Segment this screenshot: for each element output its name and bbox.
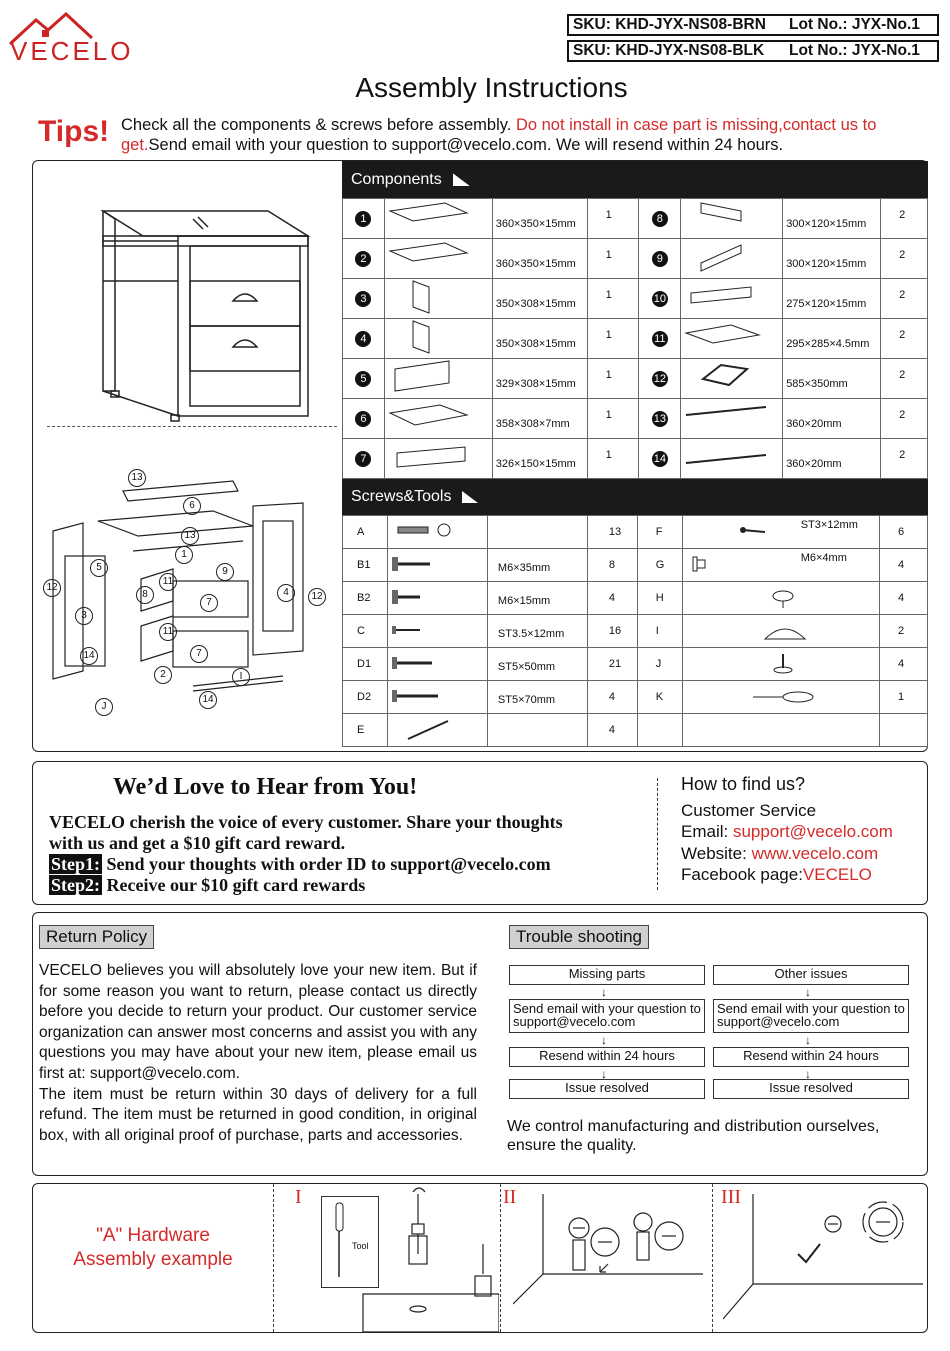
component-qty: 1 bbox=[587, 199, 639, 239]
component-row bbox=[343, 319, 928, 359]
component-shape bbox=[384, 359, 492, 399]
component-row bbox=[343, 239, 928, 279]
screw-shape bbox=[682, 582, 879, 615]
divider bbox=[500, 1184, 501, 1332]
component-size: 350×308×15mm bbox=[492, 319, 587, 359]
feedback-body: VECELO cherish the voice of every customer. Share your thoughts with us and get a $10 gift card reward. Step1: Send your thoughts with order ID to support@vecelo.com Step2: Receive our $10 gift card rewards bbox=[49, 812, 563, 895]
screw-shape bbox=[387, 714, 487, 747]
brand-wordmark: VECELO bbox=[10, 36, 134, 66]
screw-icon bbox=[683, 685, 873, 709]
component-shape bbox=[681, 319, 783, 359]
arrow-down-icon: ↓ bbox=[805, 1067, 811, 1081]
hardware-title: "A" Hardware Assembly example bbox=[73, 1225, 233, 1270]
screw-qty: 1 bbox=[880, 681, 928, 714]
callout: 9 bbox=[216, 563, 234, 581]
component-size: 360×20mm bbox=[783, 439, 881, 479]
tool-inset: Tool bbox=[321, 1196, 379, 1288]
components-section bbox=[342, 161, 928, 479]
callout: 7 bbox=[200, 594, 218, 612]
component-number: 3 bbox=[343, 279, 385, 319]
component-shape bbox=[384, 439, 492, 479]
troubleshooting-heading: Trouble shooting bbox=[509, 925, 649, 949]
component-qty: 1 bbox=[587, 319, 639, 359]
component-shape bbox=[681, 239, 783, 279]
component-size: 300×120×15mm bbox=[783, 199, 881, 239]
component-icon bbox=[681, 319, 773, 355]
screw-id: J bbox=[637, 648, 682, 681]
screw-qty: 4 bbox=[880, 582, 928, 615]
component-qty: 2 bbox=[881, 439, 928, 479]
component-icon bbox=[385, 319, 477, 355]
component-icon bbox=[385, 239, 477, 275]
component-qty: 2 bbox=[881, 359, 928, 399]
component-number: 9 bbox=[639, 239, 681, 279]
screw-id: C bbox=[343, 615, 388, 648]
screw-icon bbox=[388, 717, 484, 741]
screw-shape bbox=[387, 615, 487, 648]
callout: 8 bbox=[136, 586, 154, 604]
step1-tag: Step1: bbox=[51, 854, 100, 874]
screw-row bbox=[343, 648, 928, 681]
arrow-down-icon: ↓ bbox=[601, 1067, 607, 1081]
component-icon bbox=[681, 399, 773, 435]
assembled-nightstand-illustration bbox=[43, 181, 343, 431]
component-icon bbox=[681, 199, 773, 235]
component-qty: 1 bbox=[587, 279, 639, 319]
email-link[interactable]: support@vecelo.com bbox=[732, 822, 893, 841]
return-policy-heading: Return Policy bbox=[39, 925, 154, 949]
screw-qty: 8 bbox=[587, 549, 637, 582]
screw-row bbox=[343, 714, 928, 747]
screw-icon bbox=[388, 651, 484, 675]
callout: 12 bbox=[43, 579, 61, 597]
flow-step-left: Issue resolved bbox=[509, 1079, 705, 1099]
screw-qty: 2 bbox=[880, 615, 928, 648]
arrow-down-icon: ↓ bbox=[601, 985, 607, 999]
screw-qty: 21 bbox=[587, 648, 637, 681]
screw-qty: 4 bbox=[587, 714, 637, 747]
component-size: 358×308×7mm bbox=[492, 399, 587, 439]
component-size: 360×350×15mm bbox=[492, 239, 587, 279]
step1-illustration bbox=[333, 1184, 499, 1332]
components-table bbox=[342, 198, 928, 479]
flow-step-right: Other issues bbox=[713, 965, 909, 985]
screw-qty: 13 bbox=[587, 516, 637, 549]
callout: 13 bbox=[128, 469, 146, 487]
component-number: 6 bbox=[343, 399, 385, 439]
triangle-icon bbox=[461, 490, 479, 504]
screw-size bbox=[487, 714, 587, 747]
flow-step-right: Issue resolved bbox=[713, 1079, 909, 1099]
callout: 1 bbox=[175, 546, 193, 564]
screw-size: ST3.5×12mm bbox=[487, 615, 587, 648]
component-icon bbox=[385, 359, 477, 395]
arrow-down-icon: ↓ bbox=[805, 985, 811, 999]
screw-shape bbox=[387, 549, 487, 582]
screw-size: ST5×50mm bbox=[487, 648, 587, 681]
component-shape bbox=[681, 439, 783, 479]
component-size: 326×150×15mm bbox=[492, 439, 587, 479]
component-number: 2 bbox=[343, 239, 385, 279]
component-number: 12 bbox=[639, 359, 681, 399]
component-size: 275×120×15mm bbox=[783, 279, 881, 319]
component-number: 11 bbox=[639, 319, 681, 359]
component-icon bbox=[385, 399, 477, 435]
screw-shape: M6×4mm bbox=[682, 549, 879, 582]
component-qty: 2 bbox=[881, 239, 928, 279]
callout: I bbox=[232, 668, 250, 686]
callout: 4 bbox=[277, 584, 295, 602]
callout: 11 bbox=[159, 623, 177, 641]
screws-table bbox=[342, 515, 928, 747]
arrow-down-icon: ↓ bbox=[805, 1033, 811, 1047]
screw-row bbox=[343, 549, 928, 582]
component-number: 14 bbox=[639, 439, 681, 479]
components-header: Components bbox=[342, 161, 928, 198]
screw-shape: ST3×12mm bbox=[682, 516, 879, 549]
policy-panel bbox=[32, 912, 928, 1176]
screw-qty: 16 bbox=[587, 615, 637, 648]
callout: 13 bbox=[181, 527, 199, 545]
screws-header: Screws&Tools bbox=[342, 479, 928, 515]
component-number: 13 bbox=[639, 399, 681, 439]
screws-section bbox=[342, 479, 928, 747]
component-row bbox=[343, 279, 928, 319]
arrow-down-icon: ↓ bbox=[601, 1033, 607, 1047]
component-icon bbox=[385, 279, 477, 315]
callout: 7 bbox=[190, 645, 208, 663]
screw-qty: 4 bbox=[880, 648, 928, 681]
screw-qty: 4 bbox=[587, 582, 637, 615]
component-size: 329×308×15mm bbox=[492, 359, 587, 399]
component-qty: 1 bbox=[587, 239, 639, 279]
step-numeral: III bbox=[721, 1186, 741, 1208]
component-size: 585×350mm bbox=[783, 359, 881, 399]
screw-shape bbox=[387, 516, 487, 549]
screw-row bbox=[343, 582, 928, 615]
callout: 5 bbox=[90, 559, 108, 577]
screw-row bbox=[343, 681, 928, 714]
website-link[interactable]: www.vecelo.com bbox=[751, 843, 879, 863]
screw-icon bbox=[388, 552, 484, 576]
flow-step-left: Missing parts bbox=[509, 965, 705, 985]
sku-line-brn: SKU: KHD-JYX-NS08-BRN Lot No.: JYX-No.1 bbox=[567, 14, 939, 36]
step-numeral: I bbox=[295, 1186, 302, 1208]
screw-row bbox=[343, 516, 928, 549]
component-icon bbox=[681, 359, 773, 395]
facebook-link[interactable]: VECELO bbox=[802, 865, 872, 884]
flow-step-right: Send email with your question to support@vecelo.com bbox=[713, 999, 909, 1033]
screw-id: I bbox=[637, 615, 682, 648]
component-size: 300×120×15mm bbox=[783, 239, 881, 279]
component-qty: 1 bbox=[587, 359, 639, 399]
step2-illustration bbox=[513, 1194, 703, 1332]
troubleshooting-footer: We control manufacturing and distribution ourselves, ensure the quality. bbox=[507, 1118, 880, 1154]
flow-step-left: Resend within 24 hours bbox=[509, 1047, 705, 1067]
component-qty: 1 bbox=[587, 439, 639, 479]
callout: 12 bbox=[308, 588, 326, 606]
feedback-heading: We’d Love to Hear from You! bbox=[113, 774, 418, 800]
hardware-panel bbox=[32, 1183, 928, 1333]
screw-size: M6×15mm bbox=[487, 582, 587, 615]
component-number: 10 bbox=[639, 279, 681, 319]
component-number: 7 bbox=[343, 439, 385, 479]
callout: 2 bbox=[154, 666, 172, 684]
screw-row bbox=[343, 615, 928, 648]
callout: 14 bbox=[199, 691, 217, 709]
screw-id: F bbox=[637, 516, 682, 549]
component-icon bbox=[681, 279, 773, 315]
component-shape bbox=[384, 239, 492, 279]
component-shape bbox=[384, 399, 492, 439]
component-shape bbox=[384, 319, 492, 359]
screw-id: B2 bbox=[343, 582, 388, 615]
component-number: 1 bbox=[343, 199, 385, 239]
component-size: 350×308×15mm bbox=[492, 279, 587, 319]
screw-shape bbox=[387, 681, 487, 714]
screw-id: D2 bbox=[343, 681, 388, 714]
flow-step-right: Resend within 24 hours bbox=[713, 1047, 909, 1067]
screw-icon bbox=[683, 652, 873, 676]
screw-size: M6×35mm bbox=[487, 549, 587, 582]
component-shape bbox=[681, 359, 783, 399]
screw-id: H bbox=[637, 582, 682, 615]
screw-icon bbox=[683, 586, 873, 610]
screw-qty: 4 bbox=[880, 549, 928, 582]
screw-size: ST5×70mm bbox=[487, 681, 587, 714]
divider bbox=[273, 1184, 274, 1332]
divider bbox=[47, 426, 337, 427]
component-size: 360×350×15mm bbox=[492, 199, 587, 239]
component-number: 5 bbox=[343, 359, 385, 399]
component-shape bbox=[681, 279, 783, 319]
component-size: 360×20mm bbox=[783, 399, 881, 439]
screw-icon bbox=[388, 684, 484, 708]
component-icon bbox=[681, 239, 773, 275]
tips-label: Tips! bbox=[38, 115, 110, 148]
screw-id: B1 bbox=[343, 549, 388, 582]
component-qty: 1 bbox=[587, 399, 639, 439]
screw-shape bbox=[387, 582, 487, 615]
step3-illustration bbox=[723, 1194, 923, 1332]
triangle-icon bbox=[452, 173, 470, 187]
component-qty: 2 bbox=[881, 279, 928, 319]
step-numeral: II bbox=[503, 1186, 517, 1208]
tips-text: Check all the components & screws before assembly. Do not install in case part is missing,contact us to get.Send email with your question to support@vecelo.com. We will resend within 24 hours. bbox=[121, 116, 877, 154]
screw-shape bbox=[682, 615, 879, 648]
component-qty: 2 bbox=[881, 399, 928, 439]
divider bbox=[712, 1184, 713, 1332]
component-number: 8 bbox=[639, 199, 681, 239]
screw-icon bbox=[388, 618, 484, 642]
screw-id: K bbox=[637, 681, 682, 714]
screw-id: D1 bbox=[343, 648, 388, 681]
find-us-block: How to find us? Customer Service Email: support@vecelo.com Website: www.vecelo.com Facebook page:VECELO bbox=[681, 774, 893, 884]
component-qty: 2 bbox=[881, 319, 928, 359]
screw-icon bbox=[388, 585, 484, 609]
component-shape bbox=[681, 399, 783, 439]
component-icon bbox=[385, 199, 477, 235]
components-panel bbox=[32, 160, 928, 752]
component-size: 295×285×4.5mm bbox=[783, 319, 881, 359]
component-row bbox=[343, 199, 928, 239]
callout: 3 bbox=[75, 607, 93, 625]
screw-size bbox=[487, 516, 587, 549]
component-row bbox=[343, 399, 928, 439]
component-number: 4 bbox=[343, 319, 385, 359]
component-icon bbox=[681, 439, 773, 475]
screw-qty: 4 bbox=[587, 681, 637, 714]
screw-shape bbox=[682, 681, 879, 714]
screw-qty: 6 bbox=[880, 516, 928, 549]
screw-id: A bbox=[343, 516, 388, 549]
screw-id: G bbox=[637, 549, 682, 582]
screw-icon bbox=[388, 519, 484, 543]
component-shape bbox=[384, 199, 492, 239]
page-title: Assembly Instructions bbox=[355, 72, 628, 103]
return-policy-text: VECELO believes you will absolutely love your new item. But if for some reason you want to return, please contact us directly before you decide to return your product. Our customer service organization can answer most concerns and assist you with any questions you may have about your new item, please email us first at: support@vecelo.com. The item must be return within 30 days of delivery for a full refund. The item must be returned in good condition, in original box, with all original proof of purchase, parts and accessories. bbox=[39, 962, 477, 1144]
component-row bbox=[343, 359, 928, 399]
callout: 6 bbox=[183, 497, 201, 515]
component-shape bbox=[384, 279, 492, 319]
feedback-panel bbox=[32, 761, 928, 905]
component-shape bbox=[681, 199, 783, 239]
callout: 14 bbox=[80, 647, 98, 665]
flow-step-left: Send email with your question to support@vecelo.com bbox=[509, 999, 705, 1033]
callout: J bbox=[95, 698, 113, 716]
component-row bbox=[343, 439, 928, 479]
callout: 11 bbox=[159, 573, 177, 591]
step2-tag: Step2: bbox=[51, 875, 100, 895]
component-icon bbox=[385, 439, 477, 475]
screw-shape bbox=[682, 648, 879, 681]
component-qty: 2 bbox=[881, 199, 928, 239]
screw-shape bbox=[387, 648, 487, 681]
sku-line-blk: SKU: KHD-JYX-NS08-BLK Lot No.: JYX-No.1 bbox=[567, 40, 939, 62]
screw-icon bbox=[683, 619, 873, 643]
divider bbox=[657, 778, 658, 890]
screw-id: E bbox=[343, 714, 388, 747]
